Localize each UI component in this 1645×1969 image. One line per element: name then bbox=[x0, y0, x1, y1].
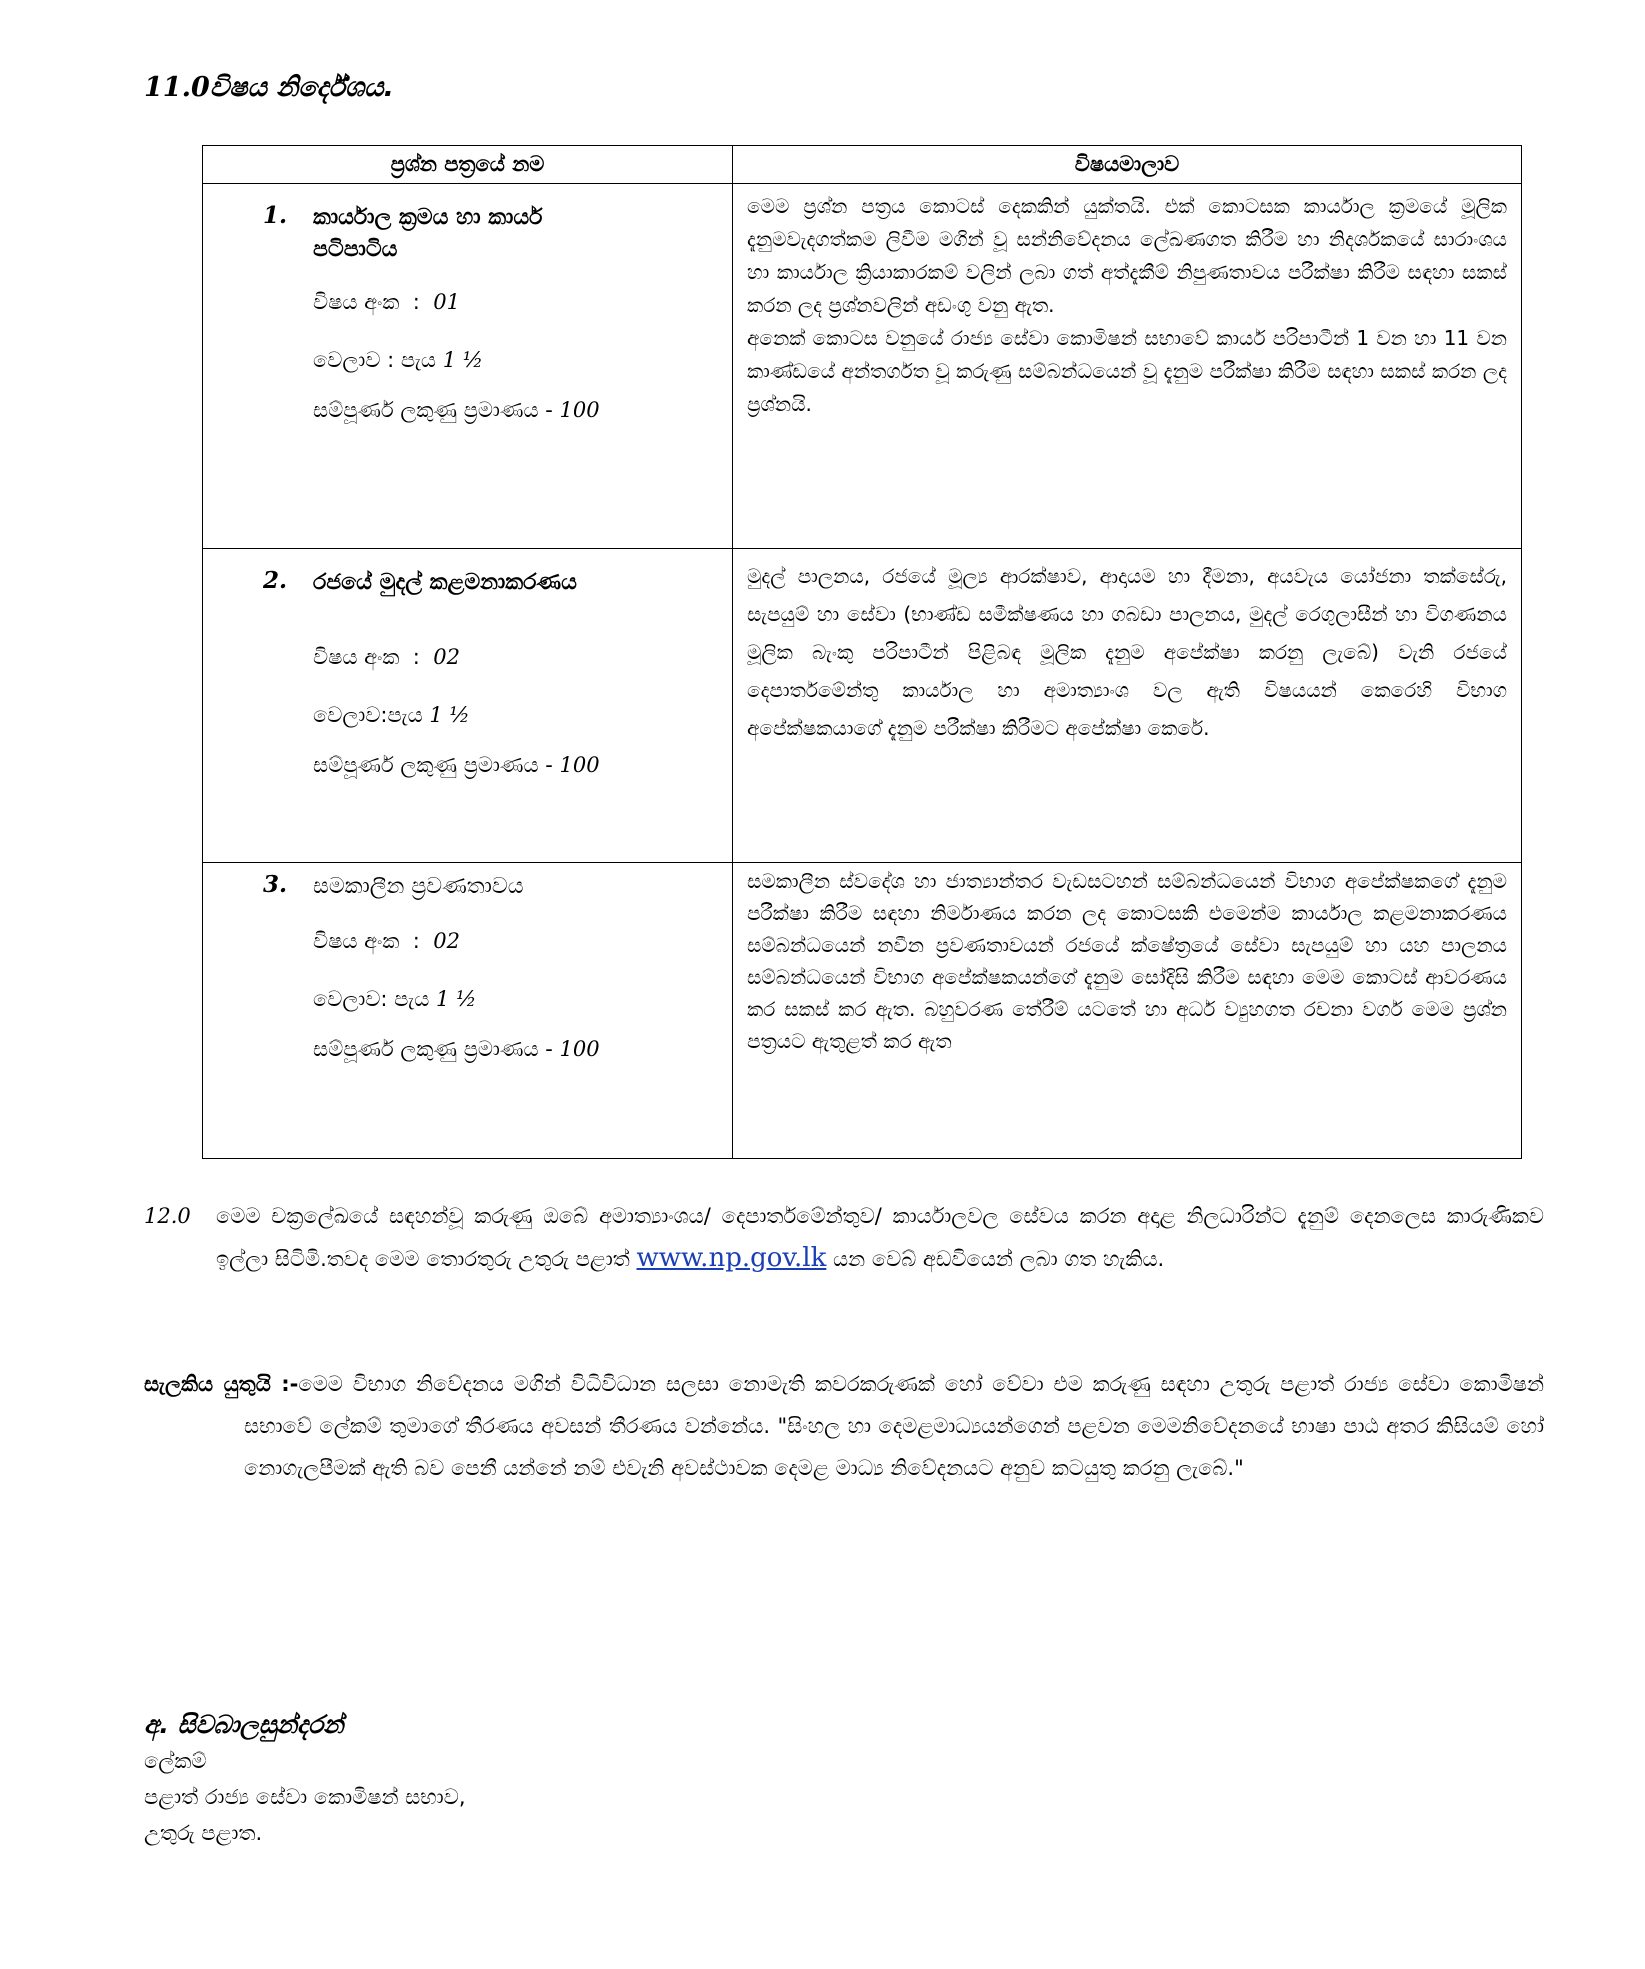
website-link[interactable]: www.np.gov.lk bbox=[636, 1243, 827, 1273]
subject-label: විෂය අංක bbox=[313, 929, 400, 953]
marks-value: 100 bbox=[559, 398, 600, 422]
time-line bbox=[313, 701, 732, 729]
paper-number: 2. bbox=[263, 567, 288, 594]
table-row bbox=[203, 863, 1522, 1159]
marks-value: 100 bbox=[559, 1037, 600, 1061]
section-12-number: 12.0 bbox=[144, 1204, 191, 1228]
syllabus-table bbox=[202, 145, 1522, 1159]
subject-no-line: විෂය අංක : 02 bbox=[313, 929, 460, 953]
paper-title: සමකාලීන ප්‍රවණතාවය bbox=[313, 874, 524, 899]
subject-number: 02 bbox=[433, 645, 460, 669]
subject-no-line: විෂය අංක : 01 bbox=[313, 290, 460, 314]
marks-line bbox=[313, 396, 732, 424]
signature-block bbox=[144, 1707, 466, 1851]
marks-line bbox=[313, 751, 732, 779]
syllabus-description: මෙම ප්‍රශ්න පත්‍රය කොටස් දෙකකින් යුක්තයි. එක් කොටසක කාර්යාල ක්‍රමයේ මූලික දැනුමවැදගත්කම ලිවීම මගින් වූ සන්නිවේදනය ලේඛණගත කිරීම හා නිදර්ශකයේ සාරාංශය හා කාර්යාල ක්‍රියාකාරකම් වලින් ලබා ගත් අත්දැකීම් නිපුණතාවය පරීක්ෂා කිරීම සඳහා සකස් කරන ලද ප්‍රශ්නවලින් අඩංගු වනු ඇත. bbox=[747, 194, 1507, 317]
signatory-name: අ. සිවබාලසුන්දරන් bbox=[144, 1710, 344, 1739]
syllabus-cell bbox=[733, 863, 1522, 1159]
section-12 bbox=[144, 1195, 1544, 1280]
time-label: වෙලාව: පැය bbox=[313, 987, 430, 1011]
time-value: 1 ½ bbox=[442, 348, 484, 372]
syllabus-cell bbox=[733, 184, 1522, 549]
subject-no-line: විෂය අංක : 02 bbox=[313, 645, 460, 669]
paper-cell bbox=[203, 184, 733, 549]
subject-label: විෂය අංක bbox=[313, 645, 400, 669]
paper-number: 1. bbox=[263, 202, 288, 229]
section-11-heading bbox=[144, 72, 394, 104]
note-block bbox=[144, 1363, 1544, 1489]
note-label: සැලකිය යුතුයි :- bbox=[144, 1372, 299, 1396]
section-12-tail: යන වෙබ් අඩවියෙන් ලබා ගත හැකිය. bbox=[826, 1247, 1165, 1271]
note-text: මෙම විභාග නිවේදනය මගින් විධිවිධාන සලසා නොමැති කවරකරුණක් හෝ වේවා එම කරුණු සඳහා උතුරු පළාත් රාජ්‍ය සේවා කොමිෂන් සභාවේ ලේකම් තුමාගේ තීරණය අවසන් තීරණය වන්නේය. "සිංහල හා දෙමළමාධ්‍යයන්ගෙන් පළවන මෙමනිවේදනයේ භාෂා පාඨ අතර කිසියම් හෝ නොගැලපීමක් ඇති බව පෙනී යන්නේ නම් එවැනි අවස්ථාවක දෙමළ මාධ්‍ය නිවේදනයට අනුව කටයුතු කරනු ලැබේ." bbox=[244, 1372, 1544, 1480]
table-row bbox=[203, 184, 1522, 549]
col-header-paper-name: ප්‍රශ්න පත්‍රයේ නම bbox=[203, 146, 733, 184]
paper-title: රජයේ මුදල් කළමනාකරණය bbox=[313, 570, 577, 595]
section-12-body: මෙම චක්‍රලේඛයේ සඳහන්වූ කරුණු ඔබේ අමාත්‍යාංශය/ දෙපාර්තමේන්තුව/ කාර්යාලවල සේවය කරන අදාළ නිලධාරින්ට දැනුම් දෙනලෙස කාරුණිකව ඉල්ලා සිටිමි.තවද මෙම තොරතුරු උතුරු පළාත් bbox=[216, 1204, 1544, 1271]
time-value: 1 ½ bbox=[436, 987, 477, 1011]
syllabus-description: මුදල් පාලනය, රජයේ මූල්‍ය ආරක්ෂාව, ආදායම හා දීමනා, අයවැය යෝජනා තක්සේරු, සැපයුම් හා සේවා (භාණ්ඩ සමීක්ෂණය හා ගබඩා පාලනය, මුදල් රෙගුලාසීන් හා විගණනය මූලික බැංකු පරිපාටීන් පිළිබඳ මූලික දැනුම අපේක්ෂා කරනු ලැබේ) වැනි රජයේ දෙපාර්තමේන්තු කාර්යාල හා අමාත්‍යාංශ වල ඇති විෂයයන් කෙරෙහි විභාග අපේක්ෂකයාගේ දැනුම පරීක්ෂා කිරීමට අපේක්ෂා කෙරේ. bbox=[747, 564, 1507, 740]
paper-cell bbox=[203, 549, 733, 863]
time-label: වෙලාව:පැය bbox=[313, 703, 423, 727]
marks-label: සම්පූර්ණ ලකුණු ප්‍රමාණය - bbox=[313, 1037, 553, 1061]
time-line bbox=[313, 346, 732, 374]
section-12-text bbox=[216, 1195, 1544, 1280]
marks-value: 100 bbox=[559, 753, 600, 777]
subject-number: 01 bbox=[433, 290, 460, 314]
paper-number: 3. bbox=[263, 871, 288, 898]
table-row bbox=[203, 549, 1522, 863]
marks-label: සම්පූර්ණ ලකුණු ප්‍රමාණය - bbox=[313, 398, 553, 422]
syllabus-description-2: අනෙක් කොටස වනුයේ රාජ්‍ය සේවා කොමිෂන් සභාවේ කාර්ය පරිපාටීන් 1 වන හා 11 වන කාණ්ඩයේ අන්තර්ගත වූ කරුණු සම්බන්ධයෙන් වූ දැනුම පරීක්ෂා කිරීම සඳහා සකස් කරන ලද ප්‍රශ්නයි. bbox=[747, 326, 1507, 416]
time-line bbox=[313, 985, 732, 1013]
signatory-region: උතුරු පළාත. bbox=[144, 1821, 263, 1845]
time-value: 1 ½ bbox=[429, 703, 470, 727]
col-header-syllabus: විෂයමාලාව bbox=[733, 146, 1522, 184]
time-label: වෙලාව : පැය bbox=[313, 348, 437, 372]
marks-line bbox=[313, 1035, 732, 1063]
paper-title: කාර්යාල ක්‍රමය හා කාර්ය පටිපාටිය bbox=[313, 205, 543, 262]
table-header-row bbox=[203, 146, 1522, 184]
marks-label: සම්පූර්ණ ලකුණු ප්‍රමාණය - bbox=[313, 753, 553, 777]
paper-cell bbox=[203, 863, 733, 1159]
note-text-wrap bbox=[144, 1363, 1544, 1489]
syllabus-description: සමකාලීන ස්වදේශ හා ජාත්‍යාන්තර වැඩසටහන් සම්බන්ධයෙන් විභාග අපේක්ෂකගේ දැනුම පරීක්ෂා කිරීම සඳහා නිර්මාණය කරන ලද කොටසකි එමෙන්ම කාර්යාල කළමනාකරණය සම්බන්ධයෙන් නවීන ප්‍රවණතාවයන් රජයේ ක්ෂේත්‍රයේ සේවා සැපයුම් හා යහ පාලනය සම්බන්ධයෙන් විභාග අපේක්ෂකයන්ගේ දැනුම සෝදිසි කිරීම සඳහා මෙම කොටස් ආවරණය කර සකස් කර ඇත. බහුවරණ තේරීම් යටතේ හා අර්ධ ව්‍යුහගත රචනා වර්ග මෙම ප්‍රශ්න පත්‍රයට ඇතුළත් කර ඇත bbox=[747, 869, 1507, 1053]
signatory-org: පළාත් රාජ්‍ය සේවා කොමිෂන් සභාව, bbox=[144, 1785, 466, 1809]
section-11-number: 11.0 bbox=[144, 72, 210, 103]
subject-label: විෂය අංක bbox=[313, 290, 400, 314]
subject-number: 02 bbox=[433, 929, 460, 953]
syllabus-cell bbox=[733, 549, 1522, 863]
section-11-title: විෂය නිර්දේශය. bbox=[209, 72, 394, 103]
signatory-title: ලේකම් bbox=[144, 1749, 207, 1773]
